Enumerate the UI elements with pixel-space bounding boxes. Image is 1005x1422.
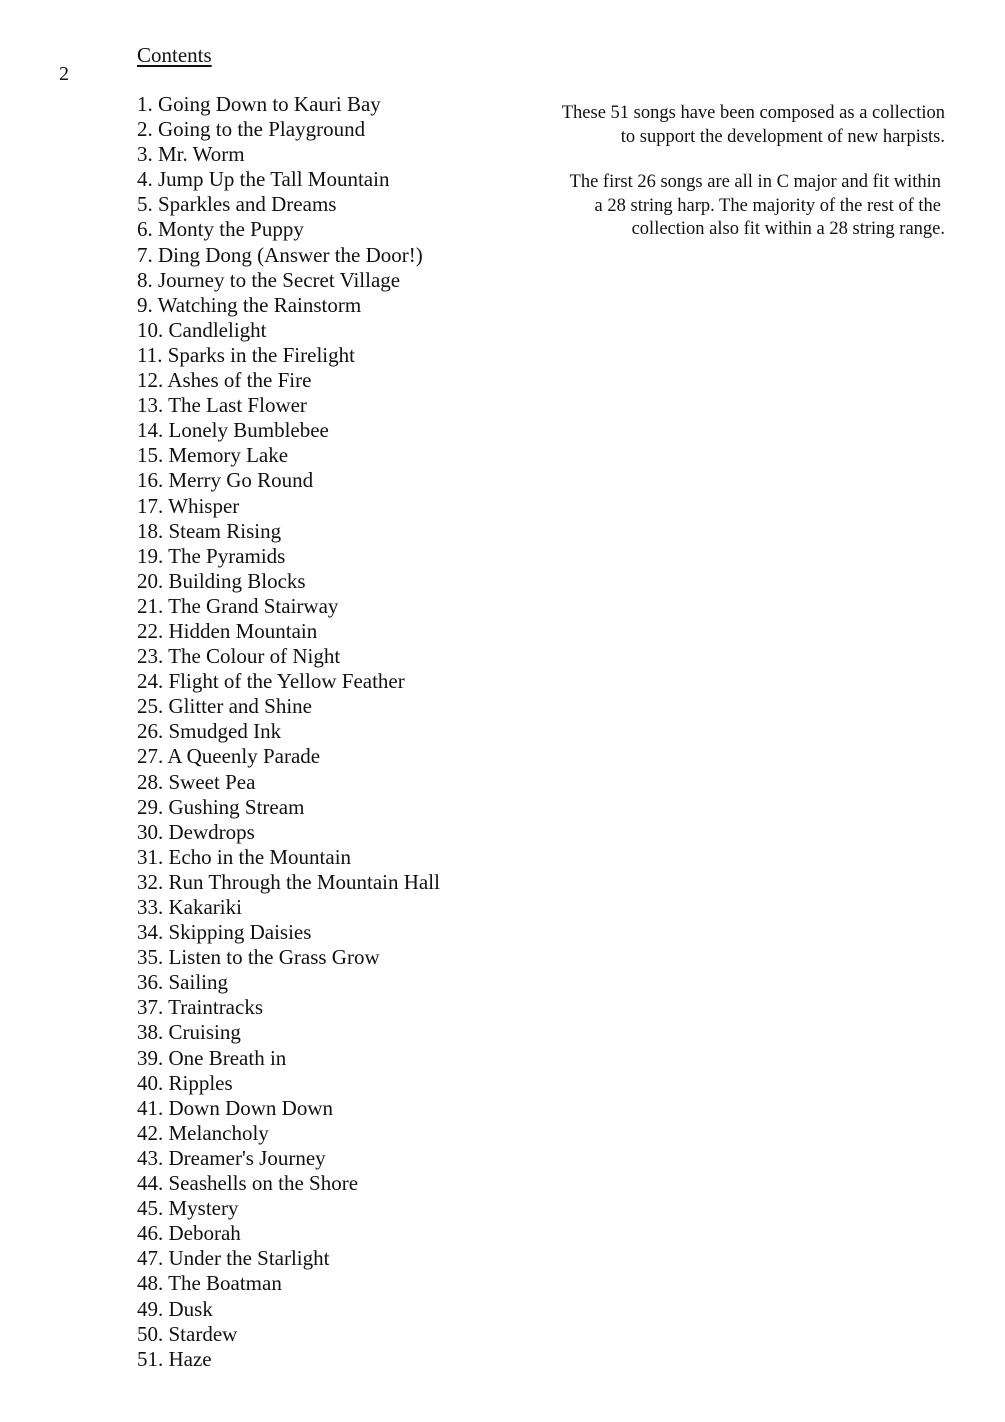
song-list-item: 18. Steam Rising — [137, 518, 282, 543]
intro-paragraph-1 — [515, 102, 945, 149]
song-list-item: 28. Sweet Pea — [137, 769, 256, 794]
song-list-item: 24. Flight of the Yellow Feather — [137, 669, 405, 694]
song-list-item: 35. Listen to the Grass Grow — [137, 945, 380, 970]
song-list-item: 45. Mystery — [137, 1196, 239, 1221]
song-list-item: 20. Building Blocks — [137, 568, 306, 593]
song-list-item: 40. Ripples — [137, 1070, 233, 1095]
song-list-item: 47. Under the Starlight — [137, 1246, 330, 1271]
intro-line: collection also fit within a 28 string range. — [631, 219, 945, 239]
song-list-item: 17. Whisper — [137, 493, 240, 518]
song-list-item: 11. Sparks in the Firelight — [137, 342, 355, 367]
song-list-item: 9. Watching the Rainstorm — [137, 292, 362, 317]
song-list-item: 36. Sailing — [137, 970, 229, 995]
intro-line: a 28 string harp. The majority of the rest of the — [594, 195, 941, 216]
song-list-item: 27. A Queenly Parade — [137, 744, 321, 769]
song-list-item: 22. Hidden Mountain — [137, 618, 318, 643]
song-list-item: 32. Run Through the Mountain Hall — [137, 869, 440, 894]
intro-paragraph-2 — [515, 171, 945, 242]
song-list-item: 31. Echo in the Mountain — [137, 844, 352, 869]
song-list — [137, 92, 440, 1372]
contents-heading: Contents — [137, 43, 212, 67]
song-list-item: 21. The Grand Stairway — [137, 593, 339, 618]
intro-text — [515, 102, 945, 242]
page-number: 2 — [59, 63, 69, 85]
song-list-item: 42. Melancholy — [137, 1120, 269, 1145]
song-list-item: 1. Going Down to Kauri Bay — [137, 92, 381, 116]
song-list-item: 7. Ding Dong (Answer the Door!) — [137, 242, 423, 267]
song-list-item: 51. Haze — [137, 1346, 212, 1371]
song-list-item: 37. Traintracks — [137, 995, 263, 1020]
song-list-item: 2. Going to the Playground — [137, 117, 366, 142]
song-list-item: 46. Deborah — [137, 1221, 241, 1246]
song-list-item: 48. The Boatman — [137, 1271, 282, 1296]
song-list-item: 39. One Breath in — [137, 1045, 287, 1070]
song-list-item: 26. Smudged Ink — [137, 719, 282, 744]
intro-line: These 51 songs have been composed as a collection — [561, 103, 945, 123]
song-list-item: 8. Journey to the Secret Village — [137, 267, 401, 292]
song-list-item: 5. Sparkles and Dreams — [137, 192, 337, 217]
song-list-item: 6. Monty the Puppy — [137, 217, 304, 242]
song-list-item: 44. Seashells on the Shore — [137, 1171, 359, 1196]
song-list-item: 15. Memory Lake — [137, 443, 289, 468]
song-list-item: 19. The Pyramids — [137, 543, 286, 568]
song-list-item: 38. Cruising — [137, 1020, 241, 1045]
song-list-item: 4. Jump Up the Tall Mountain — [137, 167, 390, 192]
song-list-item: 13. The Last Flower — [137, 393, 307, 418]
song-list-item: 43. Dreamer's Journey — [137, 1145, 326, 1170]
song-list-item: 12. Ashes of the Fire — [137, 368, 312, 393]
song-list-item: 34. Skipping Daisies — [137, 920, 312, 945]
song-list-item: 41. Down Down Down — [137, 1095, 333, 1120]
intro-line: The first 26 songs are all in C major and fit within — [569, 172, 941, 192]
song-list-item: 29. Gushing Stream — [137, 794, 305, 819]
song-list-item: 14. Lonely Bumblebee — [137, 418, 329, 443]
intro-line: to support the development of new harpists. — [620, 126, 945, 147]
song-list-item: 49. Dusk — [137, 1296, 213, 1321]
song-list-item: 23. The Colour of Night — [137, 644, 341, 669]
song-list-item: 10. Candlelight — [137, 317, 267, 342]
song-list-item: 3. Mr. Worm — [137, 142, 245, 167]
song-list-item: 50. Stardew — [137, 1321, 238, 1346]
song-list-item: 16. Merry Go Round — [137, 468, 314, 493]
song-list-item: 25. Glitter and Shine — [137, 694, 312, 719]
song-list-item: 30. Dewdrops — [137, 819, 255, 844]
song-list-item: 33. Kakariki — [137, 895, 242, 919]
